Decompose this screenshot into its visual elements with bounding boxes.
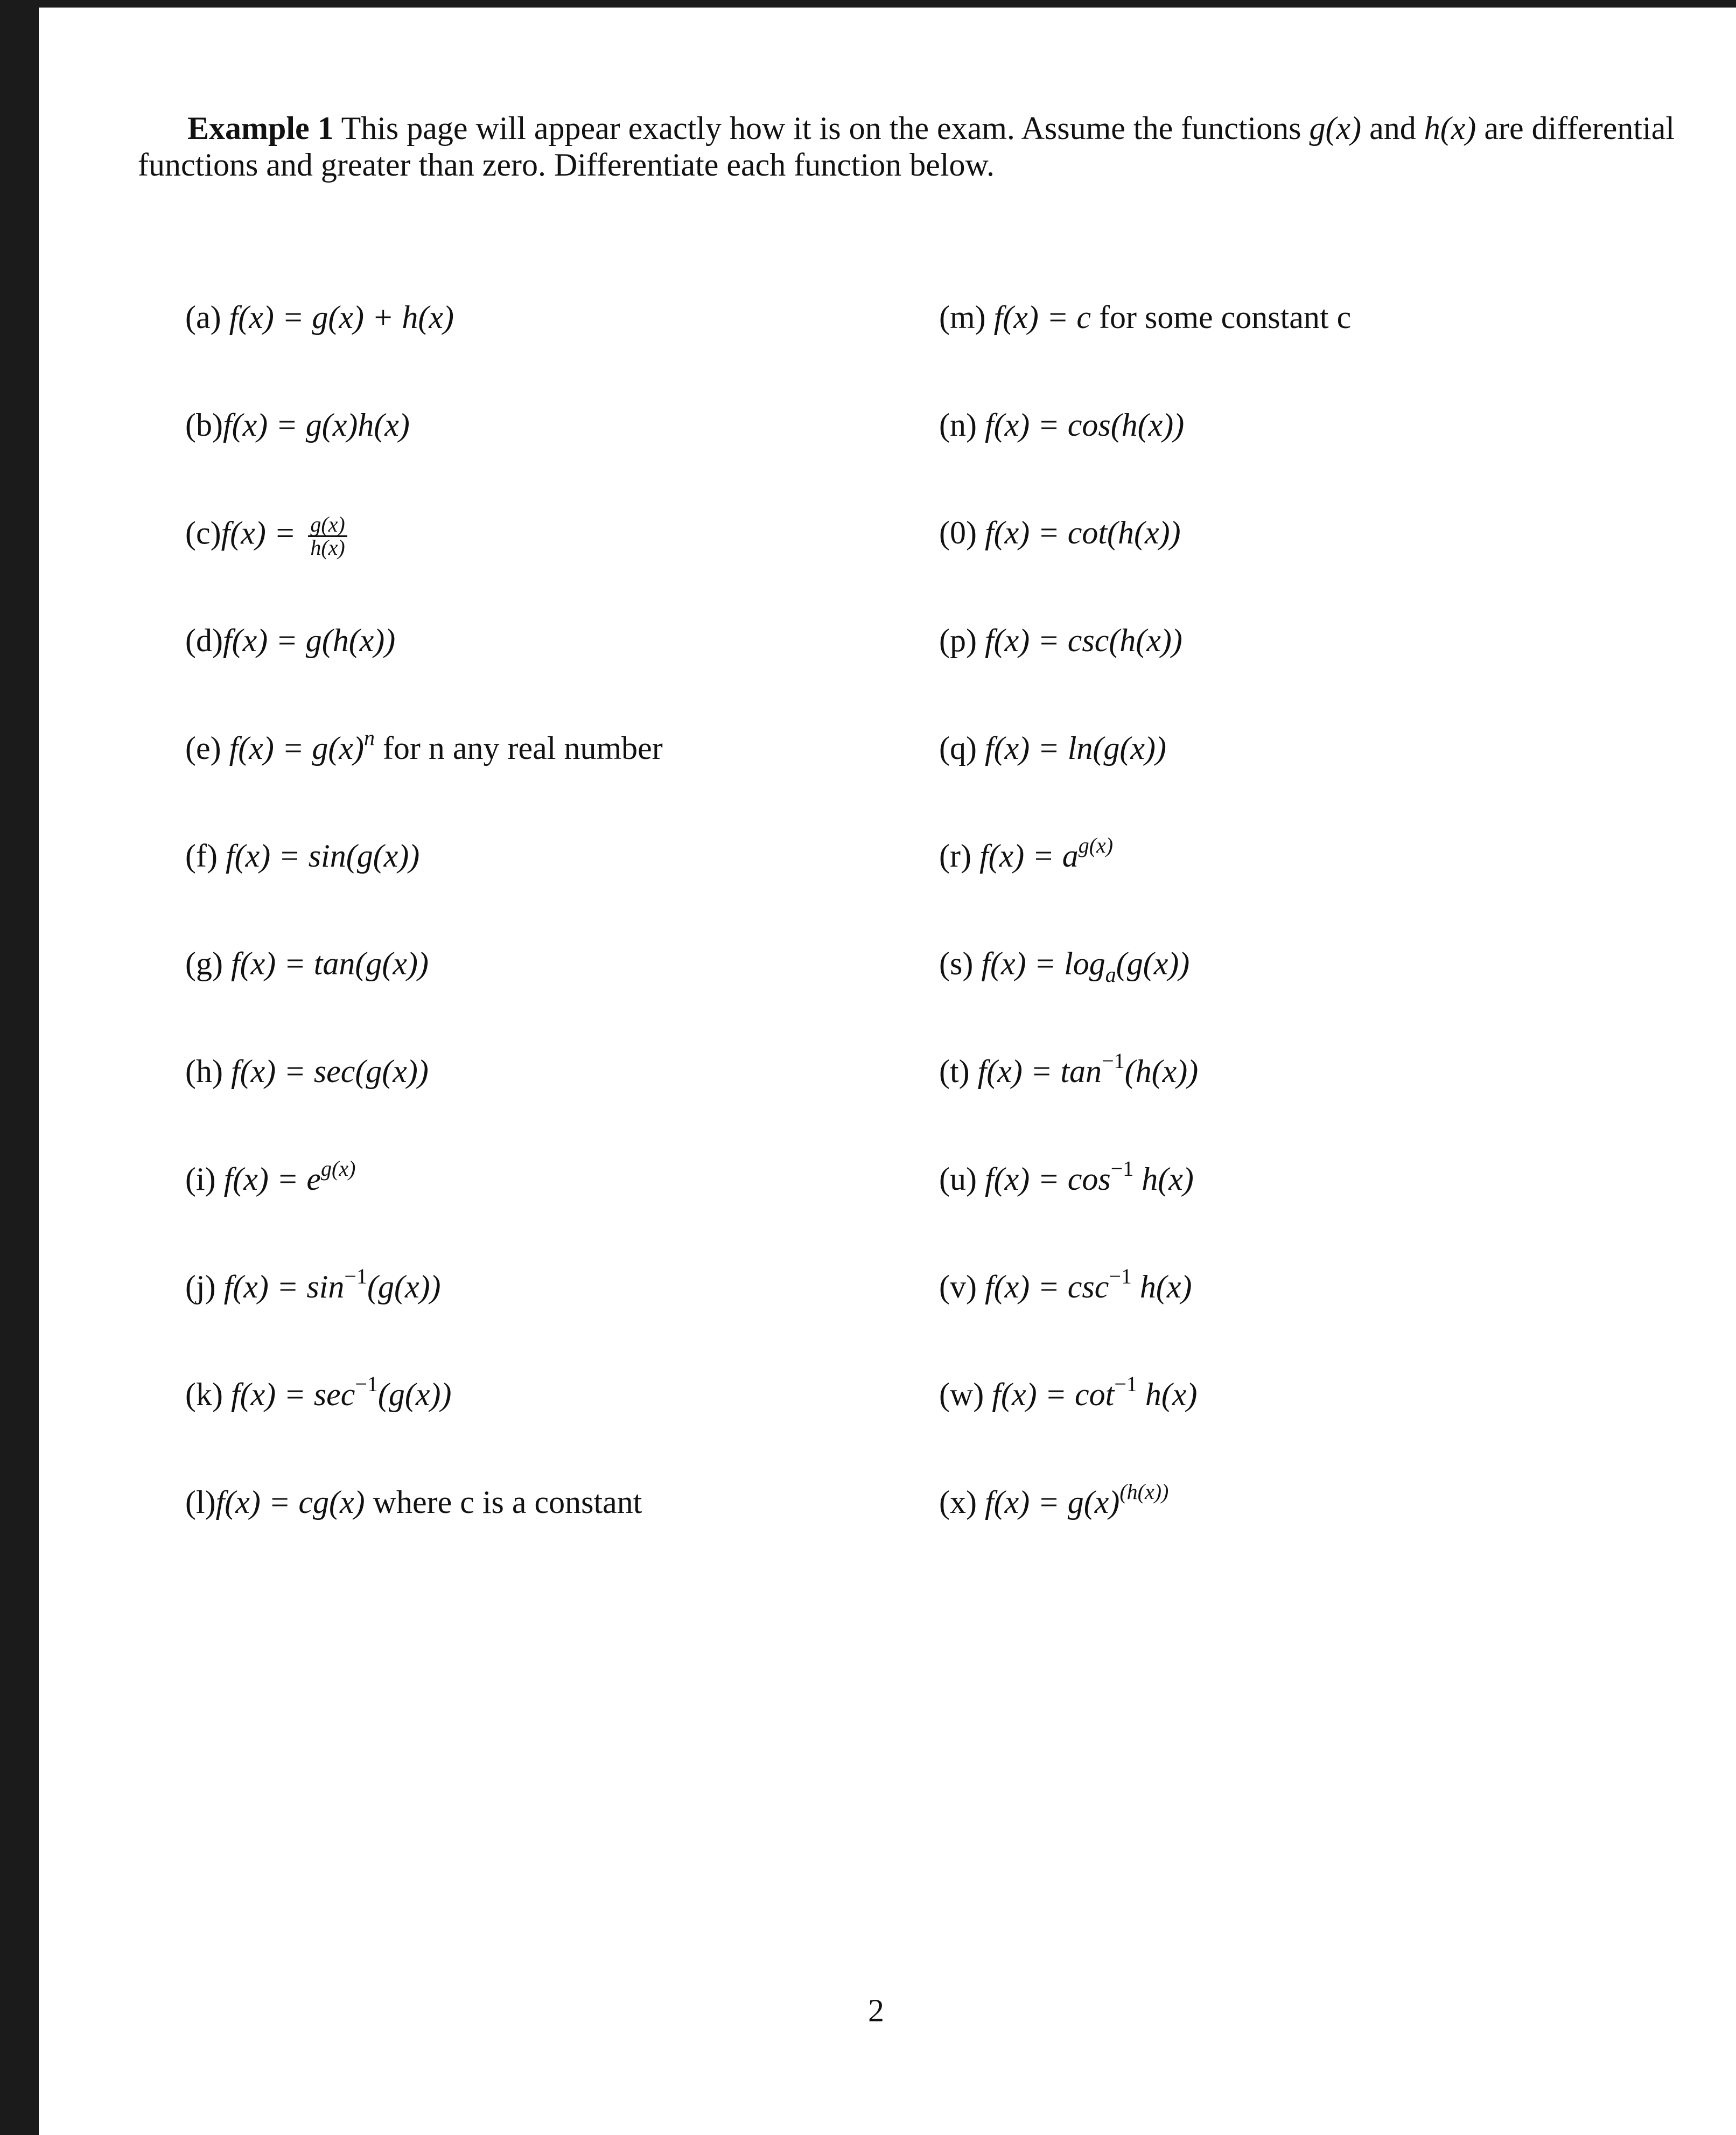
problem-label: (p) bbox=[939, 623, 985, 658]
page-number: 2 bbox=[868, 1993, 884, 2028]
superscript: −1 bbox=[1114, 1372, 1137, 1396]
problem-expression: f(x) = csc bbox=[984, 1269, 1109, 1304]
problem-p bbox=[939, 622, 1182, 659]
problem-label: (n) bbox=[939, 407, 985, 443]
superscript: n bbox=[363, 725, 375, 750]
problem-b bbox=[185, 406, 410, 444]
problem-j bbox=[185, 1264, 441, 1306]
problem-expression: f(x) = cos bbox=[984, 1161, 1111, 1197]
intro-h-of-x: h(x) bbox=[1424, 110, 1476, 146]
problem-x bbox=[939, 1480, 1169, 1521]
problem-expression: f(x) = cot bbox=[992, 1377, 1115, 1412]
problem-label: (l) bbox=[185, 1484, 216, 1520]
problem-tail: h(x) bbox=[1137, 1377, 1198, 1412]
problem-label: (t) bbox=[939, 1053, 978, 1089]
problem-l bbox=[185, 1483, 642, 1521]
problem-f bbox=[185, 837, 419, 875]
problem-tail: (g(x)) bbox=[367, 1269, 441, 1304]
superscript: (h(x)) bbox=[1119, 1480, 1169, 1504]
example-heading: Example 1 bbox=[187, 110, 334, 146]
problem-expression: f(x) = bbox=[221, 515, 304, 551]
superscript: g(x) bbox=[1078, 833, 1114, 857]
problem-tail: (h(x)) bbox=[1124, 1053, 1199, 1089]
problem-expression: f(x) = ln(g(x)) bbox=[984, 730, 1166, 766]
problem-tail: (g(x)) bbox=[1116, 946, 1190, 981]
problem-label: (h) bbox=[185, 1053, 231, 1089]
problem-r bbox=[939, 833, 1114, 875]
problem-q bbox=[939, 729, 1166, 767]
problem-label: (b) bbox=[185, 407, 223, 443]
problem-label: (j) bbox=[185, 1269, 224, 1304]
problem-expression: f(x) = g(x) bbox=[984, 1484, 1120, 1520]
problem-tail: for n any real number bbox=[374, 730, 663, 766]
problem-expression: f(x) = g(x) bbox=[229, 730, 364, 766]
problem-expression: f(x) = cos(h(x)) bbox=[984, 407, 1185, 443]
problem-expression: f(x) = cot(h(x)) bbox=[984, 515, 1181, 550]
problem-e bbox=[185, 725, 663, 767]
problem-expression: f(x) = sin bbox=[223, 1269, 345, 1304]
intro-text-1: This page will appear exactly how it is on the exam. Assume the functions bbox=[333, 110, 1310, 146]
problem-i bbox=[185, 1156, 356, 1198]
superscript: −1 bbox=[344, 1264, 367, 1288]
problem-d bbox=[185, 622, 395, 659]
problem-label: (q) bbox=[939, 730, 985, 766]
superscript: −1 bbox=[355, 1372, 378, 1396]
problem-expression: f(x) = g(x) + h(x) bbox=[229, 299, 454, 335]
problem-w bbox=[939, 1372, 1198, 1413]
intro-g-of-x: g(x) bbox=[1309, 110, 1362, 146]
problem-c bbox=[185, 514, 347, 559]
problem-label: (g) bbox=[185, 946, 231, 981]
problem-expression: f(x) = e bbox=[223, 1161, 321, 1197]
problem-expression: f(x) = csc(h(x)) bbox=[984, 623, 1182, 658]
problem-label: (w) bbox=[939, 1377, 992, 1412]
problem-expression: f(x) = sec(g(x)) bbox=[230, 1053, 429, 1089]
problem-label: (r) bbox=[939, 838, 979, 874]
problem-expression: f(x) = log bbox=[981, 946, 1105, 981]
problem-t bbox=[939, 1049, 1199, 1090]
superscript: g(x) bbox=[321, 1156, 356, 1181]
problem-label: (0) bbox=[939, 515, 985, 550]
problem-tail: where c is a constant bbox=[365, 1484, 642, 1520]
problem-tail: h(x) bbox=[1133, 1161, 1194, 1197]
superscript: −1 bbox=[1110, 1156, 1134, 1181]
problem-tail: h(x) bbox=[1131, 1269, 1192, 1304]
problem-u bbox=[939, 1156, 1194, 1198]
superscript: −1 bbox=[1109, 1264, 1132, 1288]
intro-and: and bbox=[1361, 110, 1424, 146]
problem-expression: f(x) = g(h(x)) bbox=[222, 623, 396, 658]
problem-h bbox=[185, 1052, 429, 1090]
problem-label: (u) bbox=[939, 1161, 985, 1197]
problem-a bbox=[185, 298, 454, 336]
fraction-denominator: h(x) bbox=[310, 535, 345, 560]
problem-g bbox=[185, 945, 429, 982]
problem-expression: f(x) = sec bbox=[230, 1377, 355, 1412]
problem-label: (m) bbox=[939, 299, 994, 335]
superscript: −1 bbox=[1102, 1049, 1125, 1073]
problem-label: (i) bbox=[185, 1161, 224, 1197]
problem-k bbox=[185, 1372, 452, 1413]
problem-label: (x) bbox=[939, 1484, 985, 1520]
subscript: a bbox=[1105, 962, 1116, 987]
problem-s bbox=[939, 945, 1190, 987]
problem-expression: f(x) = g(x)h(x) bbox=[222, 407, 410, 443]
fraction-numerator: g(x) bbox=[308, 514, 347, 537]
problem-label: (s) bbox=[939, 946, 982, 981]
problem-tail: for some constant c bbox=[1091, 299, 1352, 335]
problem-label: (c) bbox=[185, 515, 221, 551]
problem-expression: f(x) = a bbox=[979, 838, 1079, 874]
problem-expression: f(x) = sin(g(x)) bbox=[225, 838, 420, 874]
problem-expression: f(x) = cg(x) bbox=[215, 1484, 365, 1520]
problem-label: (a) bbox=[185, 299, 229, 335]
problem-label: (v) bbox=[939, 1269, 985, 1304]
intro-text-2: are differential functions and greater than zero. Differentiate each function below. bbox=[138, 110, 1675, 183]
intro-paragraph bbox=[138, 110, 1683, 183]
problem-label: (e) bbox=[185, 730, 229, 766]
problem-expression: f(x) = tan bbox=[977, 1053, 1102, 1089]
exam-page bbox=[39, 8, 1736, 2135]
problem-v bbox=[939, 1264, 1192, 1306]
fraction bbox=[308, 514, 347, 559]
problem-label: (f) bbox=[185, 838, 226, 874]
problem-expression: f(x) = tan(g(x)) bbox=[230, 946, 429, 981]
problem-tail: (g(x)) bbox=[377, 1377, 452, 1412]
problem-expression: f(x) = c bbox=[993, 299, 1091, 335]
problem-o bbox=[939, 514, 1181, 552]
problem-n bbox=[939, 406, 1184, 444]
problem-label: (k) bbox=[185, 1377, 231, 1412]
problem-m bbox=[939, 298, 1351, 336]
problem-label: (d) bbox=[185, 623, 223, 658]
